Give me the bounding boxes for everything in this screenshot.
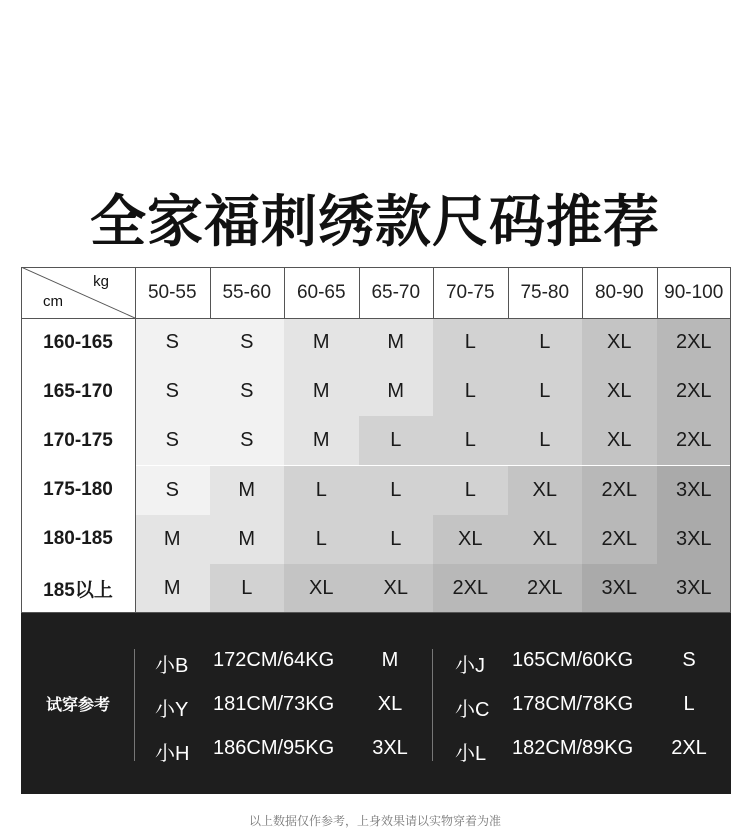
size-cell: L <box>433 416 508 465</box>
try-on-name: 小J <box>455 655 485 677</box>
size-cell: XL <box>359 564 434 613</box>
grid-line <box>21 318 731 319</box>
size-cell: 3XL <box>657 515 732 564</box>
weight-header: 90-100 <box>657 267 732 318</box>
height-header: 165-170 <box>21 367 135 416</box>
page-title: 全家福刺绣款尺码推荐 <box>90 190 660 255</box>
size-cell: 2XL <box>433 564 508 613</box>
size-cell: L <box>433 367 508 416</box>
size-cell: L <box>359 515 434 564</box>
height-header: 180-185 <box>21 515 135 564</box>
try-on-name: 小Y <box>155 699 189 721</box>
size-cell: 3XL <box>582 564 657 613</box>
size-cell: 3XL <box>657 564 732 613</box>
grid-line <box>582 267 583 318</box>
try-on-name: 小B <box>155 655 189 677</box>
size-cell: S <box>135 367 210 416</box>
weight-header: 75-80 <box>508 267 583 318</box>
size-cell: 2XL <box>657 318 732 367</box>
try-on-size: 2XL <box>671 737 707 759</box>
size-cell: M <box>284 416 359 465</box>
height-header: 185以上 <box>21 564 135 613</box>
height-header: 175-180 <box>21 466 135 515</box>
try-on-measure: 182CM/89KG <box>512 737 634 759</box>
size-cell: M <box>359 318 434 367</box>
try-on-size: L <box>683 693 695 715</box>
size-cell: L <box>508 318 583 367</box>
try-on-measure: 172CM/64KG <box>213 649 335 671</box>
grid-line <box>135 267 136 613</box>
size-cell: XL <box>433 515 508 564</box>
size-cell: L <box>433 318 508 367</box>
weight-header: 60-65 <box>284 267 359 318</box>
try-on-measure: 186CM/95KG <box>213 737 335 759</box>
try-on-name: 小H <box>155 743 190 765</box>
size-cell: XL <box>582 318 657 367</box>
panel-divider <box>134 649 135 761</box>
size-cell: M <box>359 367 434 416</box>
size-cell: L <box>284 466 359 515</box>
try-on-panel <box>21 613 731 794</box>
size-cell: 2XL <box>657 416 732 465</box>
size-cell: M <box>284 367 359 416</box>
size-cell: S <box>210 318 285 367</box>
weight-header: 55-60 <box>210 267 285 318</box>
size-cell: L <box>359 416 434 465</box>
grid-line <box>21 267 731 268</box>
size-cell: 2XL <box>582 466 657 515</box>
size-cell: XL <box>508 466 583 515</box>
size-cell: L <box>433 466 508 515</box>
try-on-measure: 165CM/60KG <box>512 649 634 671</box>
try-on-measure: 178CM/78KG <box>512 693 634 715</box>
size-cell: XL <box>508 515 583 564</box>
size-cell: L <box>508 367 583 416</box>
grid-line <box>284 267 285 318</box>
grid-line <box>657 267 658 318</box>
corner-diagonal <box>21 267 135 318</box>
size-cell: XL <box>582 416 657 465</box>
size-cell: 2XL <box>582 515 657 564</box>
size-cell: S <box>135 318 210 367</box>
size-cell: S <box>135 466 210 515</box>
size-cell: S <box>210 367 285 416</box>
size-cell: S <box>135 416 210 465</box>
grid-line <box>359 267 360 318</box>
weight-header: 80-90 <box>582 267 657 318</box>
weight-header: 70-75 <box>433 267 508 318</box>
grid-line <box>508 267 509 318</box>
size-cell: L <box>210 564 285 613</box>
size-cell: 2XL <box>508 564 583 613</box>
try-on-label: 试穿参考 <box>45 695 110 714</box>
size-cell: S <box>210 416 285 465</box>
size-cell: M <box>284 318 359 367</box>
size-cell: M <box>210 515 285 564</box>
panel-divider <box>432 649 433 761</box>
corner-cm-label: cm <box>43 293 63 310</box>
height-header: 160-165 <box>21 318 135 367</box>
size-cell: 2XL <box>657 367 732 416</box>
size-cell: L <box>284 515 359 564</box>
try-on-size: XL <box>377 693 403 715</box>
size-cell: M <box>135 564 210 613</box>
weight-header: 65-70 <box>359 267 434 318</box>
corner-kg-label: kg <box>93 273 109 290</box>
height-header: 170-175 <box>21 416 135 465</box>
size-cell: XL <box>582 367 657 416</box>
try-on-size: M <box>381 649 399 671</box>
size-cell: L <box>359 466 434 515</box>
grid-line <box>433 267 434 318</box>
grid-line <box>210 267 211 318</box>
try-on-size: S <box>682 649 696 671</box>
size-cell: 3XL <box>657 466 732 515</box>
size-cell: XL <box>284 564 359 613</box>
size-cell: M <box>135 515 210 564</box>
table-corner <box>21 267 135 318</box>
try-on-size: 3XL <box>372 737 408 759</box>
size-chart <box>21 267 731 613</box>
size-cell: M <box>210 466 285 515</box>
footnote: 以上数据仅作参考，上身效果请以实物穿着为准 <box>248 814 501 828</box>
try-on-measure: 181CM/73KG <box>213 693 335 715</box>
try-on-name: 小L <box>455 743 487 765</box>
try-on-name: 小C <box>455 699 490 721</box>
weight-header: 50-55 <box>135 267 210 318</box>
size-cell: L <box>508 416 583 465</box>
